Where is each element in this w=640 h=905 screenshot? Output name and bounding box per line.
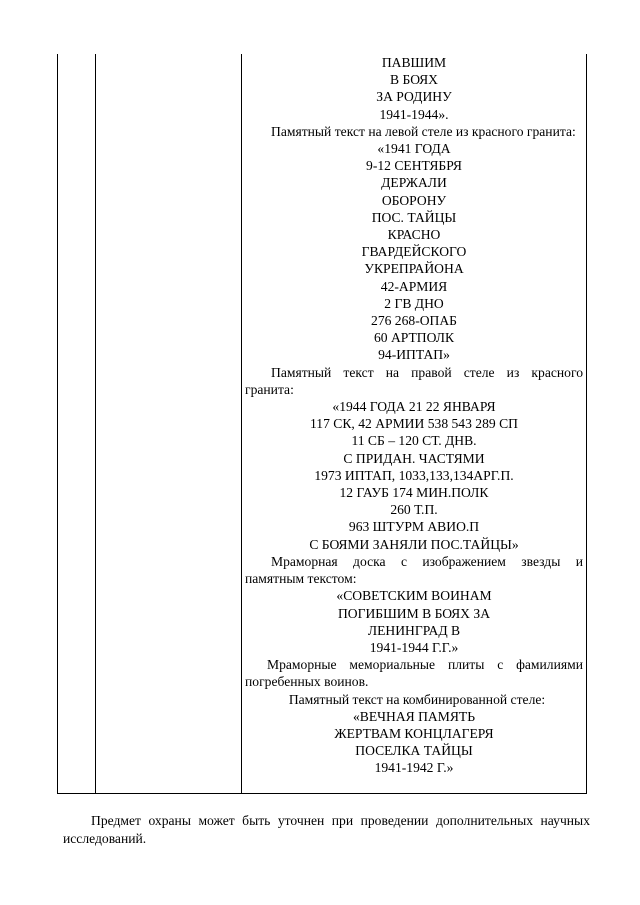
table-border-right bbox=[586, 54, 587, 794]
right-stele-intro: Памятный текст на правой стеле из красного гранита: bbox=[245, 364, 583, 397]
text-line: 1941-1944». bbox=[379, 106, 449, 122]
text-line: 1941-1944 Г.Г.» bbox=[369, 639, 459, 655]
text-line: С БОЯМИ ЗАНЯЛИ ПОС.ТАЙЦЫ» bbox=[309, 536, 519, 552]
text-line: 117 СК, 42 АРМИИ 538 543 289 СП bbox=[310, 416, 518, 432]
text-line: С ПРИДАН. ЧАСТЯМИ bbox=[343, 450, 485, 466]
text-line: 1973 ИПТАП, 1033,133,134АРГ.П. bbox=[314, 467, 514, 483]
text-line: 963 ШТУРМ АВИО.П bbox=[348, 519, 480, 535]
text-line: 60 АРТПОЛК bbox=[373, 330, 455, 346]
text-line: 276 268-ОПАБ bbox=[371, 313, 457, 329]
text-line: 260 Т.П. bbox=[390, 502, 438, 518]
footer-paragraph: Предмет охраны может быть уточнен при проведении дополнительных научных исследований. bbox=[63, 813, 590, 846]
table-divider-2 bbox=[241, 54, 242, 794]
text-line: УКРЕПРАЙОНА bbox=[364, 261, 464, 277]
text-line: ДЕРЖАЛИ bbox=[381, 175, 447, 191]
text-line: ПОС. ТАЙЦЫ bbox=[371, 209, 457, 225]
text-line: ОБОРОНУ bbox=[381, 192, 447, 208]
text-line: ПОСЕЛКА ТАЙЦЫ bbox=[355, 743, 473, 759]
text-line: «ВЕЧНАЯ ПАМЯТЬ bbox=[353, 708, 475, 724]
text-line: 1941-1942 Г.» bbox=[374, 760, 454, 776]
text-line: 11 СБ – 120 СТ. ДНВ. bbox=[351, 433, 477, 449]
text-line: «1941 ГОДА bbox=[377, 141, 451, 157]
text-line: ЛЕНИНГРАД В bbox=[367, 622, 461, 638]
text-line: «1944 ГОДА 21 22 ЯНВАРЯ bbox=[332, 399, 496, 415]
marble-plaque-intro: Мраморная доска с изображением звезды и памятным текстом: bbox=[245, 553, 583, 587]
text-line: ЖЕРТВАМ КОНЦЛАГЕРЯ bbox=[334, 725, 494, 741]
table-divider-1 bbox=[95, 54, 96, 794]
memorial-plates-text: Мраморные мемориальные плиты с фамилиями погребенных воинов. bbox=[245, 657, 583, 690]
text-line: 42-АРМИЯ bbox=[380, 278, 448, 294]
text-line: ЗА РОДИНУ bbox=[376, 89, 452, 105]
left-stele-intro: Памятный текст на левой стеле из красного гранита: bbox=[271, 123, 576, 139]
document-table bbox=[57, 54, 587, 794]
table-border-left bbox=[57, 54, 58, 794]
text-line: ГВАРДЕЙСКОГО bbox=[361, 244, 467, 260]
text-line: 9-12 СЕНТЯБРЯ bbox=[366, 158, 462, 174]
text-line: ПАВШИМ bbox=[381, 55, 447, 70]
text-line: КРАСНО bbox=[387, 227, 441, 243]
combined-stele-intro: Памятный текст на комбинированной стеле: bbox=[288, 691, 546, 707]
description-cell bbox=[245, 54, 583, 777]
text-line: 2 ГВ ДНО bbox=[384, 295, 444, 311]
text-line: 12 ГАУБ 174 МИН.ПОЛК bbox=[339, 485, 489, 501]
table-border-bottom bbox=[57, 793, 587, 794]
text-line: «СОВЕТСКИМ ВОИНАМ bbox=[336, 588, 492, 604]
text-line: В БОЯХ bbox=[390, 72, 438, 88]
text-line: ПОГИБШИМ В БОЯХ ЗА bbox=[337, 605, 491, 621]
text-line: 94-ИПТАП» bbox=[378, 347, 450, 363]
